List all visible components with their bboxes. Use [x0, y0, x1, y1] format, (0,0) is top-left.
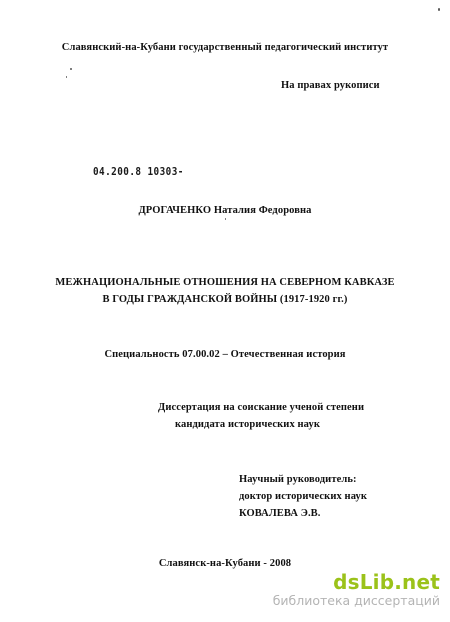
city-year: Славянск-на-Кубани - 2008: [158, 558, 292, 569]
scan-speck: [66, 76, 67, 78]
supervisor-name: КОВАЛЕВА Э.В.: [239, 508, 321, 519]
thesis-title-line-1: МЕЖНАЦИОНАЛЬНЫЕ ОТНОШЕНИЯ НА СЕВЕРНОМ КАВКАЗЕ: [55, 277, 395, 288]
dissertation-degree-line-2: кандидата исторических наук: [175, 419, 320, 430]
scan-speck: [438, 8, 440, 11]
watermark-brand: dsLib.net: [333, 570, 440, 594]
supervisor-label: Научный руководитель:: [239, 474, 357, 485]
watermark-tagline: библиотека диссертаций: [272, 593, 440, 608]
specialty: Специальность 07.00.02 – Отечественная история: [104, 349, 346, 360]
dslib-watermark[interactable]: [273, 571, 440, 608]
manuscript-rights-note: На правах рукописи: [281, 80, 380, 91]
thesis-title-line-2: В ГОДЫ ГРАЖДАНСКОЙ ВОЙНЫ (1917-1920 гг.): [102, 294, 348, 305]
scan-speck: [225, 218, 226, 220]
institution-name: Славянский-на-Кубани государственный педагогический институт: [61, 42, 389, 53]
dissertation-degree-line-1: Диссертация на соискание ученой степени: [158, 402, 365, 413]
scan-speck: [70, 68, 72, 70]
archive-stamp: 04.200.8 10303-: [93, 165, 184, 178]
author-name: ДРОГАЧЕНКО Наталия Федоровна: [138, 205, 312, 216]
supervisor-degree: доктор исторических наук: [239, 491, 368, 502]
